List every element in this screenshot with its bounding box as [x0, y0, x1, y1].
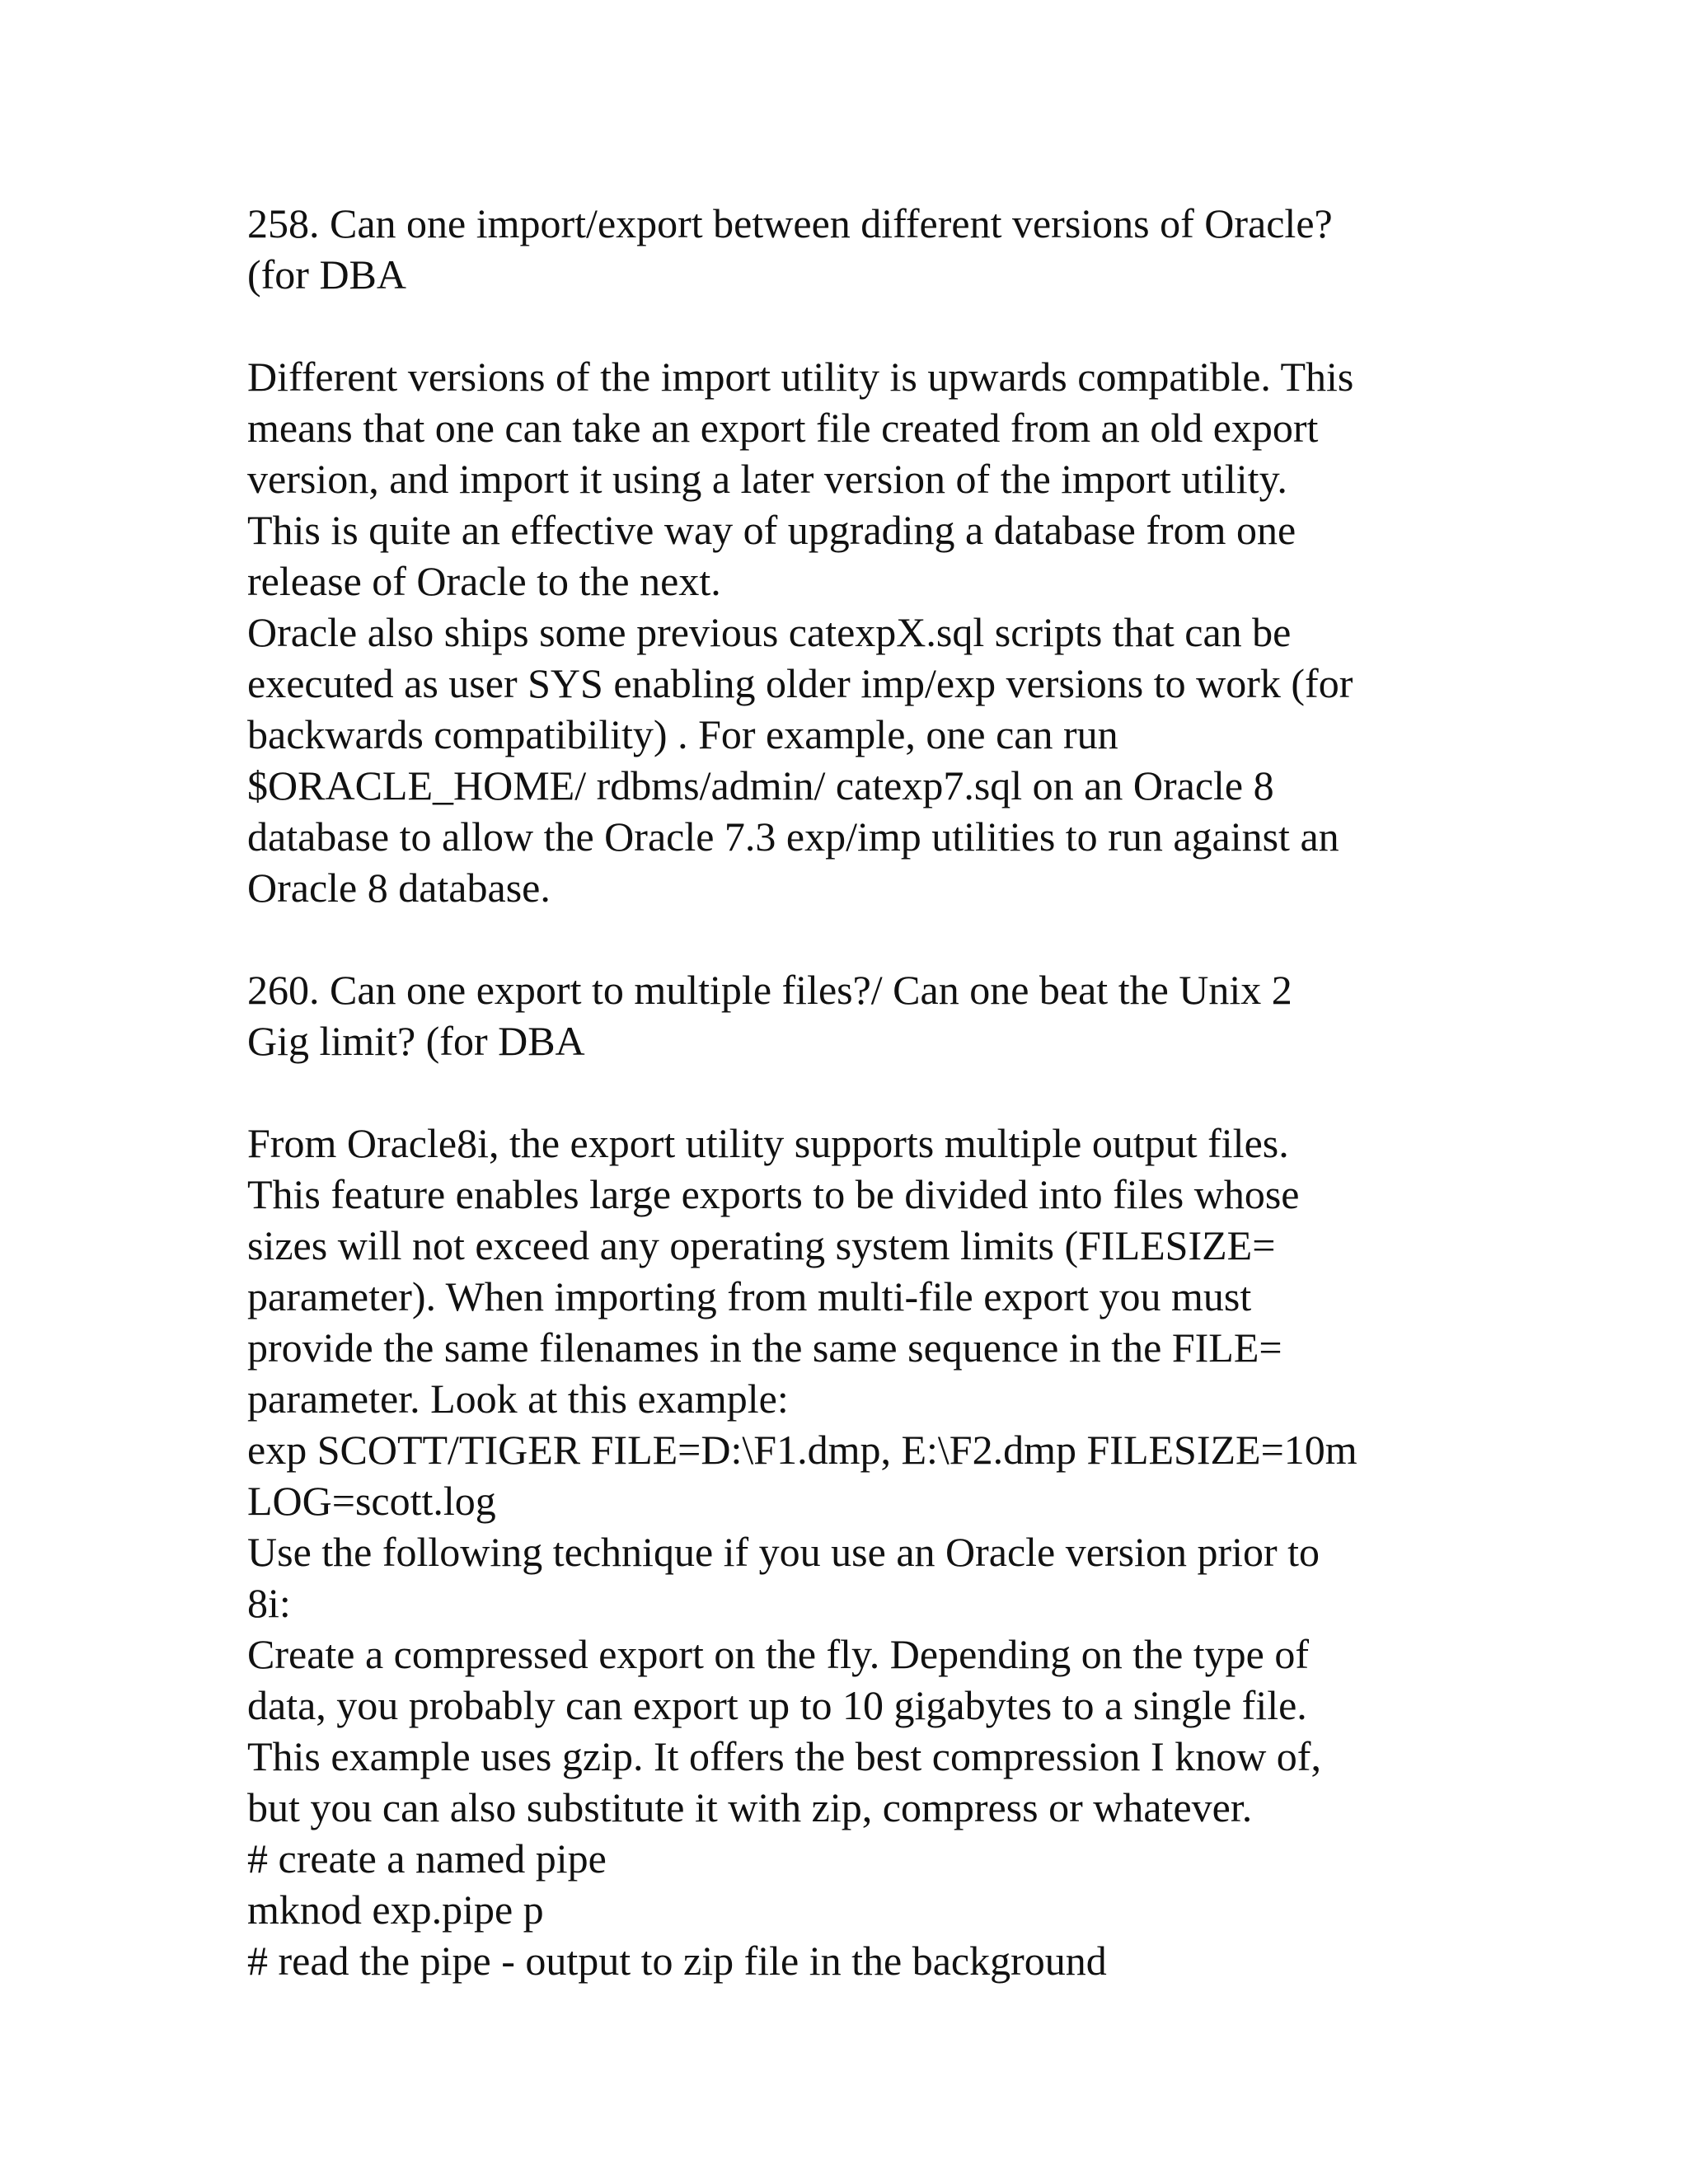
answer-260-line: but you can also substitute it with zip, compress or whatever.	[247, 1784, 1253, 1830]
question-258-title-line-1: 258. Can one import/export between different versions of Oracle?	[247, 200, 1333, 246]
answer-260-line: parameter). When importing from multi-file export you must	[247, 1273, 1252, 1319]
answer-258-line: database to allow the Oracle 7.3 exp/imp utilities to run against an	[247, 813, 1339, 860]
question-258	[247, 198, 1451, 913]
question-260	[247, 964, 1451, 1986]
command-example-line: exp SCOTT/TIGER FILE=D:\F1.dmp, E:\F2.dmp FILESIZE=10m	[247, 1427, 1357, 1473]
answer-258-line: Different versions of the import utility is upwards compatible. This	[247, 354, 1354, 400]
answer-260-line: provide the same filenames in the same sequence in the FILE=	[247, 1324, 1282, 1371]
paragraph-gap	[247, 1066, 1451, 1118]
question-260-title-line-2: Gig limit? (for DBA	[247, 1018, 585, 1064]
answer-260-line: Use the following technique if you use an Oracle version prior to	[247, 1529, 1320, 1575]
answer-260-line: From Oracle8i, the export utility supports multiple output files.	[247, 1120, 1289, 1166]
answer-258-line: version, and import it using a later version of the import utility.	[247, 456, 1287, 502]
answer-258-line: This is quite an effective way of upgrading a database from one	[247, 507, 1296, 553]
answer-258-line: executed as user SYS enabling older imp/exp versions to work (for	[247, 660, 1353, 706]
answer-258-line: backwards compatibility) . For example, one can run	[247, 711, 1118, 757]
answer-260-line: parameter. Look at this example:	[247, 1376, 789, 1422]
paragraph-gap	[247, 913, 1451, 964]
answer-260-line: This feature enables large exports to be divided into files whose	[247, 1171, 1300, 1217]
answer-260-line: Create a compressed export on the fly. Depending on the type of	[247, 1631, 1310, 1677]
code-command-line: mknod exp.pipe p	[247, 1886, 544, 1933]
answer-258-line: Oracle 8 database.	[247, 865, 551, 911]
answer-260-line: This example uses gzip. It offers the best compression I know of,	[247, 1733, 1321, 1779]
answer-260-line: data, you probably can export up to 10 gigabytes to a single file.	[247, 1682, 1307, 1728]
answer-258-line: means that one can take an export file created from an old export	[247, 405, 1319, 451]
answer-258-line: $ORACLE_HOME/ rdbms/admin/ catexp7.sql on an Oracle 8	[247, 762, 1274, 808]
answer-258-line: Oracle also ships some previous catexpX.sql scripts that can be	[247, 609, 1292, 655]
code-comment-line: # read the pipe - output to zip file in the background	[247, 1938, 1107, 1984]
paragraph-gap	[247, 300, 1451, 351]
document-page	[247, 198, 1451, 1986]
code-comment-line: # create a named pipe	[247, 1835, 607, 1882]
question-258-title-line-2: (for DBA	[247, 251, 407, 298]
command-example-line: LOG=scott.log	[247, 1478, 496, 1524]
answer-260-line: 8i:	[247, 1580, 291, 1626]
answer-260-line: sizes will not exceed any operating system limits (FILESIZE=	[247, 1222, 1276, 1268]
question-260-title-line-1: 260. Can one export to multiple files?/ Can one beat the Unix 2	[247, 967, 1292, 1013]
answer-258-line: release of Oracle to the next.	[247, 558, 721, 604]
